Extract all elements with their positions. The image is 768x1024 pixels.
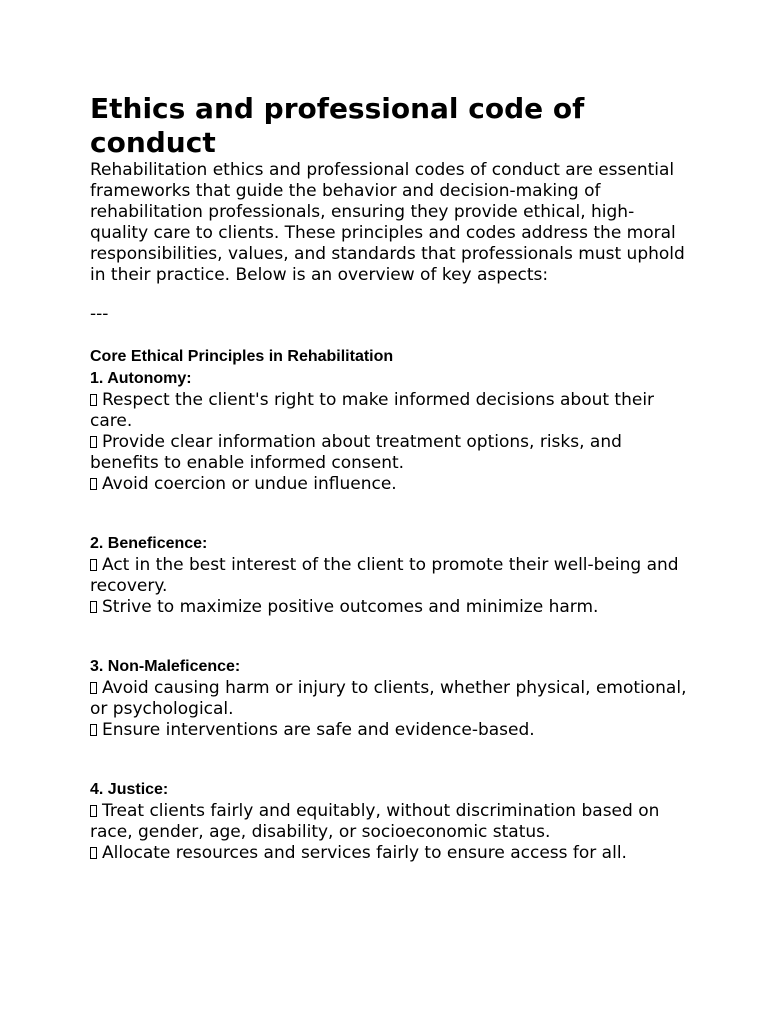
- principle-heading: 1. Autonomy:: [90, 370, 192, 387]
- bullet-text: Avoid causing harm or injury to clients, whether physical, emotional, or psychological.: [90, 678, 687, 719]
- principle-justice: [90, 779, 690, 864]
- missing-glyph-icon: [90, 478, 97, 490]
- principle-heading: 4. Justice:: [90, 781, 169, 798]
- principle-beneficence: [90, 533, 690, 618]
- bullet-text: Strive to maximize positive outcomes and minimize harm.: [102, 597, 599, 617]
- principle-non-maleficence: [90, 656, 690, 741]
- bullet-text: Provide clear information about treatment options, risks, and benefits to enable informed consent.: [90, 432, 622, 473]
- bullet-text: Treat clients fairly and equitably, without discrimination based on race, gender, age, disability, or socioeconomic status.: [90, 801, 660, 842]
- missing-glyph-icon: [90, 436, 97, 448]
- principle-heading: 3. Non-Maleficence:: [90, 658, 241, 675]
- document-page: [90, 92, 690, 864]
- document-title: Ethics and professional code of conduct: [90, 92, 585, 159]
- bullet-item: [90, 843, 690, 864]
- bullet-item: [90, 720, 690, 741]
- principle-autonomy: [90, 368, 690, 495]
- principles-list: [90, 368, 690, 864]
- bullet-item: [90, 678, 690, 720]
- intro-paragraph: Rehabilitation ethics and professional codes of conduct are essential frameworks that guide the behavior and decision-making of rehabilitation professionals, ensuring they provide ethical, high-quality care to clients. These principles and codes address the moral responsibilities, values, and standards that professionals must uphold in their practice. Below is an overview of key aspects:: [90, 160, 685, 285]
- missing-glyph-icon: [90, 847, 97, 859]
- bullet-text: Respect the client's right to make informed decisions about their care.: [90, 390, 655, 431]
- section-heading: Core Ethical Principles in Rehabilitation: [90, 348, 394, 365]
- bullet-item: [90, 801, 690, 843]
- missing-glyph-icon: [90, 682, 97, 694]
- bullet-text: Ensure interventions are safe and evidence-based.: [102, 720, 535, 740]
- bullet-text: Avoid coercion or undue influence.: [102, 474, 397, 494]
- bullet-item: [90, 390, 690, 432]
- principle-heading: 2. Beneficence:: [90, 535, 208, 552]
- missing-glyph-icon: [90, 559, 97, 571]
- bullet-text: Allocate resources and services fairly to ensure access for all.: [102, 843, 627, 863]
- bullet-item: [90, 555, 690, 597]
- bullet-text: Act in the best interest of the client to promote their well-being and recovery.: [90, 555, 679, 596]
- bullet-item: [90, 432, 690, 474]
- missing-glyph-icon: [90, 724, 97, 736]
- missing-glyph-icon: [90, 394, 97, 406]
- missing-glyph-icon: [90, 601, 97, 613]
- bullet-item: [90, 597, 690, 618]
- bullet-item: [90, 474, 690, 495]
- missing-glyph-icon: [90, 805, 97, 817]
- section-divider: ---: [90, 304, 109, 324]
